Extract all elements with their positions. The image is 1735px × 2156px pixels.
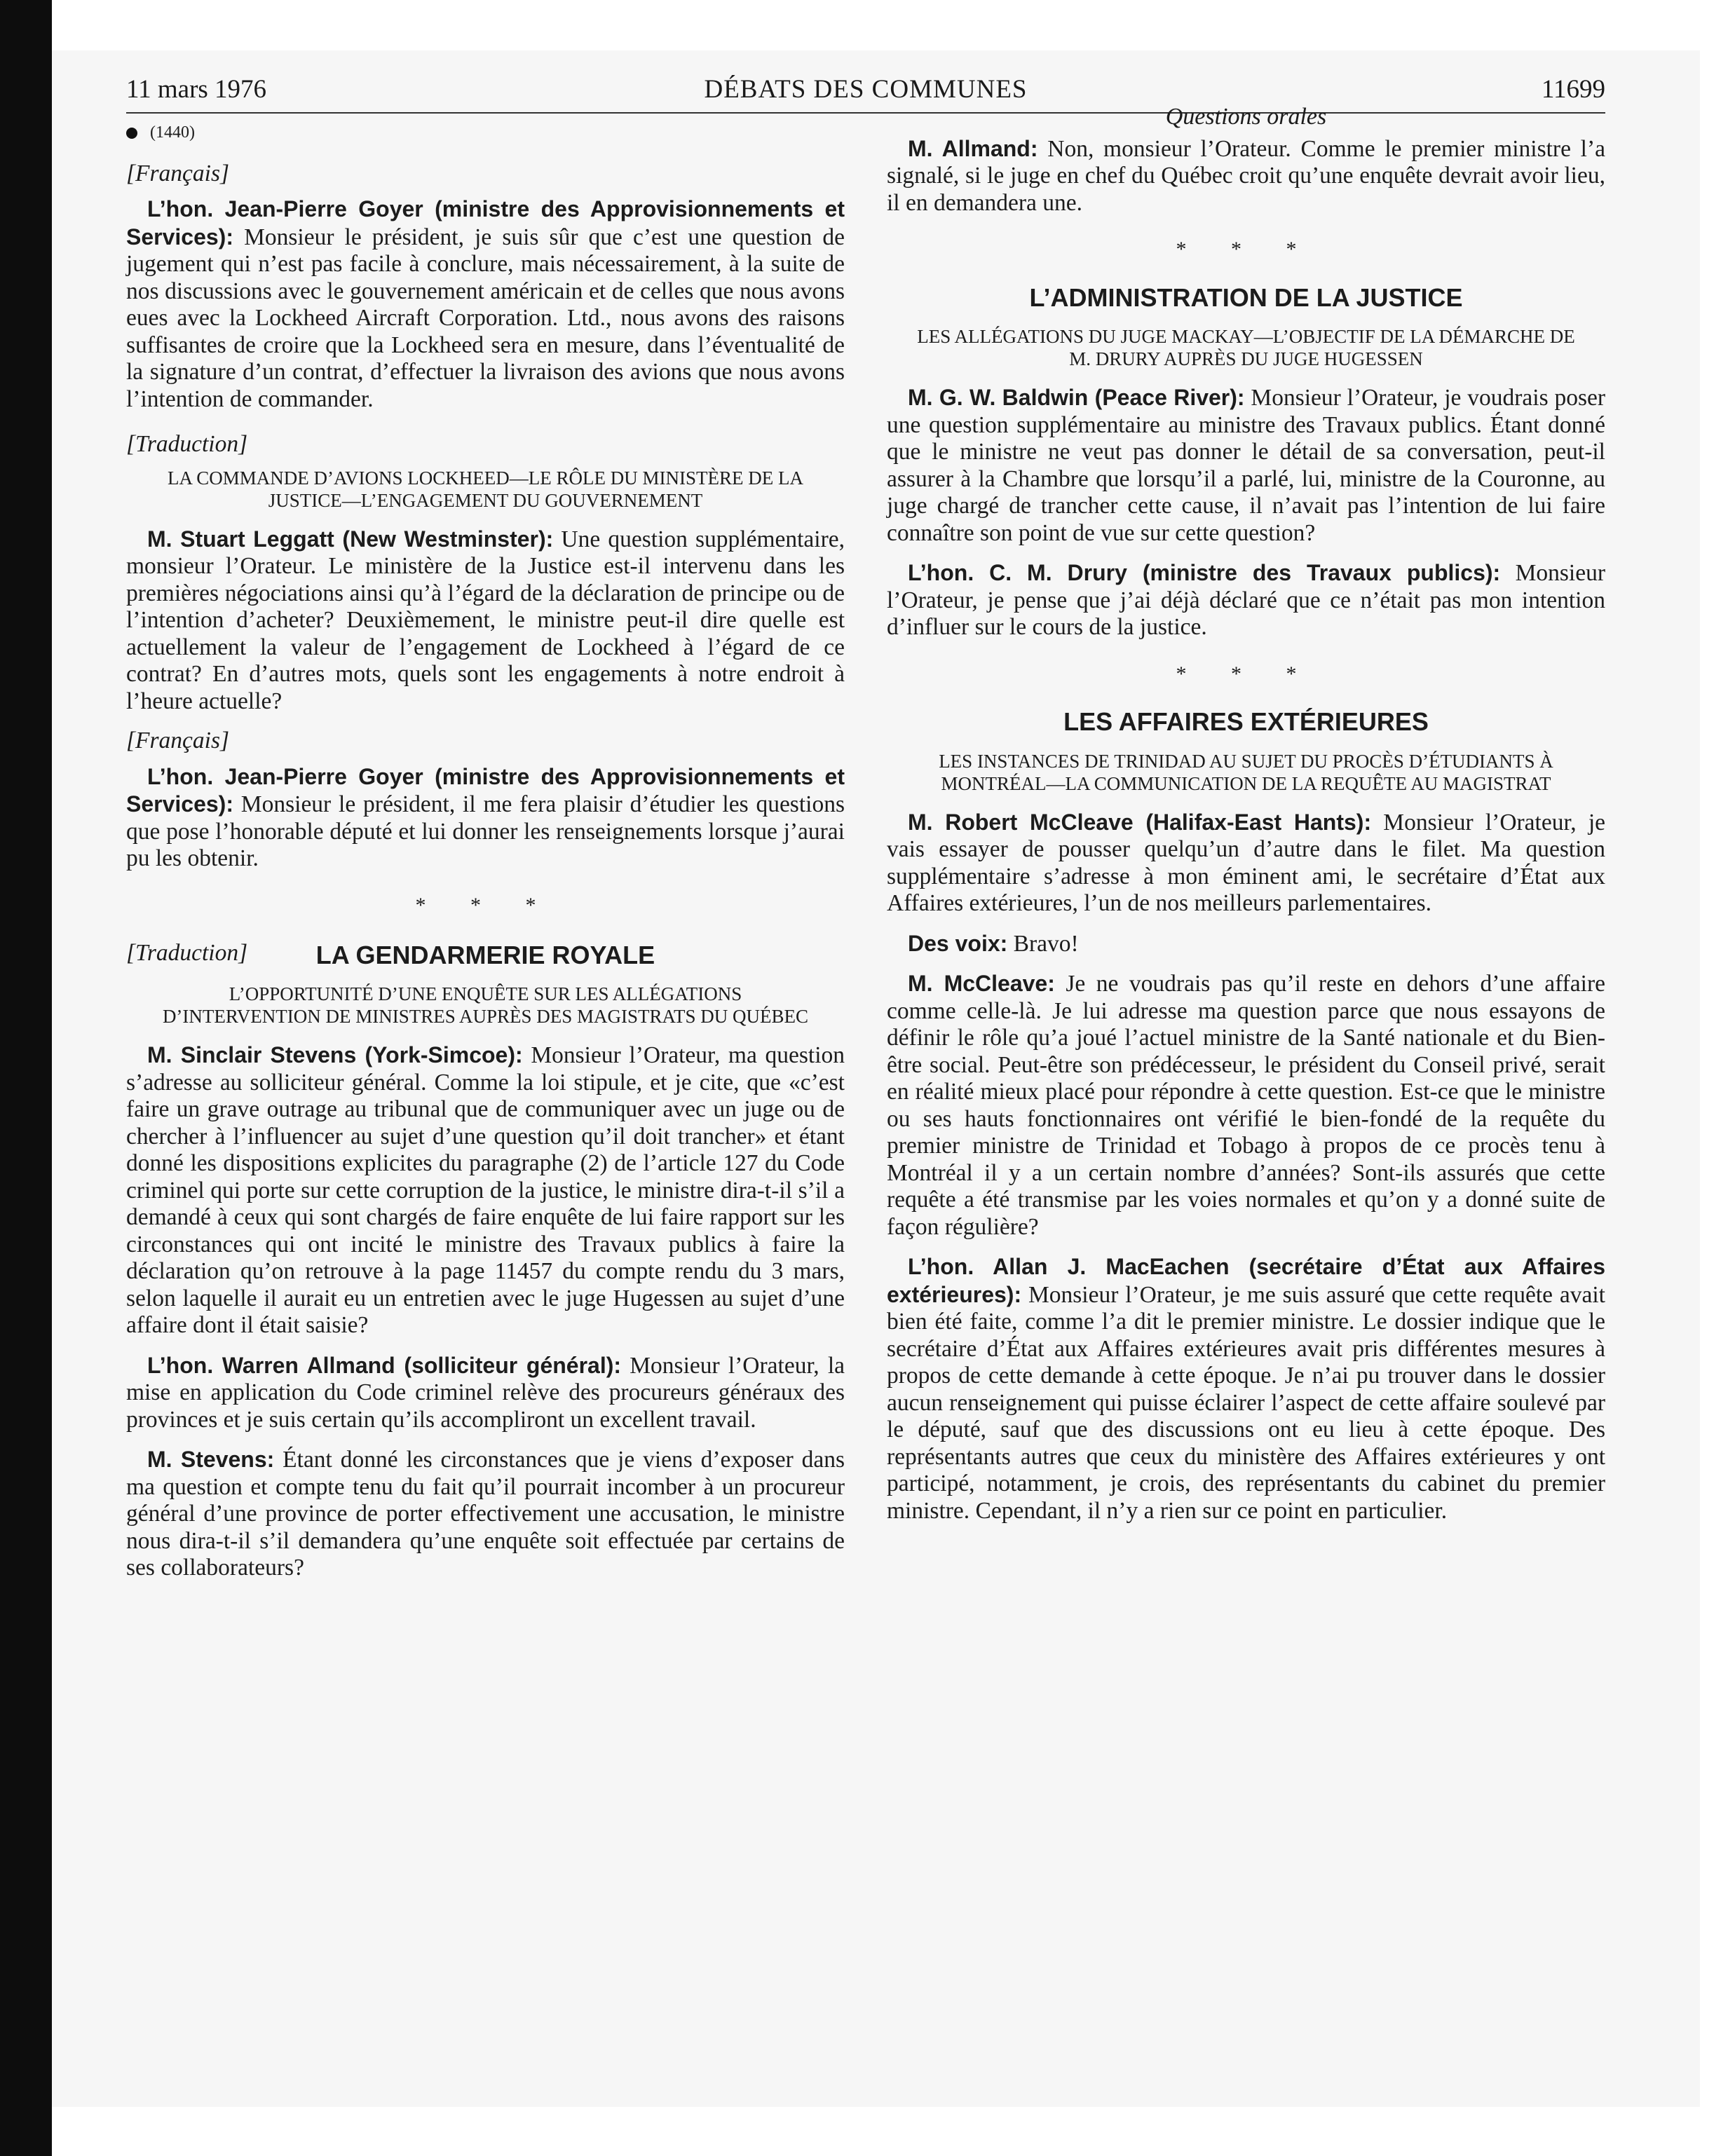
subheading: LES ALLÉGATIONS DU JUGE MACKAY—L’OBJECTIF DE LA DÉMARCHE DE M. DRURY AUPRÈS DU JUGE HUGESSEN xyxy=(917,326,1575,369)
section-heading: LA GENDARMERIE ROYALE xyxy=(315,940,655,969)
speaker-name: M. Stevens: xyxy=(147,1447,275,1472)
language-marker: [Français] xyxy=(126,728,230,753)
speaker-name: M. Sinclair Stevens (York-Simcoe): xyxy=(147,1042,523,1067)
scan-bottom-margin xyxy=(52,2107,1735,2156)
section-separator: * * * xyxy=(1176,662,1316,685)
section-separator: * * * xyxy=(415,893,556,917)
speech-paragraph xyxy=(887,135,1605,217)
left-column xyxy=(126,119,845,1595)
header-page-number: 11699 xyxy=(1541,75,1605,104)
subheading: LA COMMANDE D’AVIONS LOCKHEED—LE RÔLE DU MINISTÈRE DE LA JUSTICE—L’ENGAGEMENT DU GOUVERNEMENT xyxy=(168,467,803,511)
speech-text: Monsieur le président, je suis sûr que c’est une question de jugement qui n’est pas facile à conclure, mais nécessairement, à la suite de nos discussions avec le gouvernement américain et de celles que nous avons eues avec la Lockheed Aircraft Corporation. Ltd., nous avons des raisons suffisantes de croire que la Lockheed sera en mesure, dans l’éventualité de la signature d’un contrat, d’effectuer la livraison des avions que nous avons l’intention de commander. xyxy=(126,224,845,412)
speech-paragraph xyxy=(126,763,845,873)
speech-text: Étant donné les circonstances que je viens d’exposer dans ma question et compte tenu du fait qu’il pourrait incomber à un procureur général d’une province de porter effectivement une accusation, le ministre nous dira-t-il s’il demandera qu’une enquête soit effectuée par certains de ses collaborateurs? xyxy=(126,1447,845,1581)
timestamp xyxy=(126,119,845,146)
speaker-name: M. Allmand: xyxy=(908,135,1038,161)
speech-paragraph xyxy=(887,1253,1605,1524)
subheading: LES INSTANCES DE TRINIDAD AU SUJET DU PROCÈS D’ÉTUDIANTS À MONTRÉAL—LA COMMUNICATION DE LA REQUÊTE AU MAGISTRAT xyxy=(939,750,1553,794)
section-heading: L’ADMINISTRATION DE LA JUSTICE xyxy=(1029,282,1463,312)
speaker-name: M. G. W. Baldwin (Peace River): xyxy=(908,385,1245,410)
speech-text: Je ne voudrais pas qu’il reste en dehors d’une affaire comme celle-là. Je lui adresse ma question parce que nous essayons de définir le rôle qu’a joué l’actuel ministre de la Santé nationale et du Bien-être social. Peut-être son prédécesseur, le président du Conseil privé, serait en réalité mieux placé pour répondre à cette question. Est-ce que le ministre ou ses hauts fonctionnaires ont vérifié le bien-fondé de la requête du premier ministre de Trinidad et Tobago à propos de ce procès tenu à Montréal il y a un certain nombre d’années? Sont-ils assurés que cette requête a été transmise par les voies normales et qu’on y a donné suite de façon régulière? xyxy=(887,971,1605,1240)
right-column xyxy=(887,104,1605,1537)
speech-paragraph xyxy=(908,930,1605,958)
bullet-icon xyxy=(126,128,137,139)
speaker-name: L’hon. Warren Allmand (solliciteur général): xyxy=(147,1352,622,1378)
header-date: 11 mars 1976 xyxy=(126,75,267,104)
scan-right-margin xyxy=(1700,0,1735,2156)
language-marker: [Français] xyxy=(126,160,230,186)
section-separator: * * * xyxy=(1176,238,1316,261)
speaker-name: M. McCleave: xyxy=(908,971,1055,996)
speaker-name: M. Stuart Leggatt (New Westminster): xyxy=(147,526,554,552)
speech-text: Une question supplémentaire, monsieur l’Orateur. Le ministère de la Justice est-il intervenu dans les premières négociations ainsi qu’à l’égard de la déclaration de principe ou de l’intention d’acheter? Deuxièmement, le ministre peut-il dire quelle est actuellement la valeur de l’engagement de Lockheed à l’égard de ce contrat? En d’autres mots, quels sont les engagements à notre endroit à l’heure actuelle? xyxy=(126,526,845,714)
speaker-name: L’hon. Allan J. MacEachen (secrétaire d’État aux Affaires extérieures): xyxy=(887,1254,1605,1307)
header-title: DÉBATS DES COMMUNES xyxy=(704,75,1028,104)
speech-text: Monsieur l’Orateur, ma question s’adresse au solliciteur général. Comme la loi stipule, et je cite, que «c’est faire un grave outrage au tribunal que de communiquer avec un juge ou de chercher à l’influencer au sujet d’une question qu’il doit trancher» et étant donné les dispositions explicites du paragraphe (2) de l’article 127 du Code criminel qui porte sur cette corruption de la justice, le ministre dira-t-il s’il a demandé à ceux qui sont chargés de faire enquête de lui faire rapport sur les circonstances qui ont incité le ministre des Travaux publics à faire la déclaration qu’on retrouve à la page 11457 du compte rendu du 3 mars, selon laquelle il aurait eu un entretien avec le juge Hugessen au sujet d’une affaire dont il était saisie? xyxy=(126,1042,845,1338)
speaker-name: L’hon. Jean-Pierre Goyer (ministre des Approvisionnements et Services): xyxy=(126,196,845,250)
speech-text: Non, monsieur l’Orateur. Comme le premier ministre l’a signalé, si le juge en chef du Québec croit qu’une enquête devrait avoir lieu, il en demandera une. xyxy=(887,135,1606,216)
speaker-name: L’hon. Jean-Pierre Goyer (ministre des Approvisionnements et Services): xyxy=(126,763,845,817)
speaker-name: M. Robert McCleave (Halifax-East Hants): xyxy=(908,809,1372,835)
speech-paragraph xyxy=(887,384,1605,547)
speech-paragraph xyxy=(887,970,1605,1241)
speech-paragraph xyxy=(126,526,845,716)
section-heading: LES AFFAIRES EXTÉRIEURES xyxy=(1063,707,1429,736)
speech-text: Monsieur l’Orateur, je pense que j’ai déjà déclaré que ce n’était pas mon intention d’influer sur le cours de la justice. xyxy=(887,560,1606,640)
scan-binding-edge xyxy=(0,0,52,2156)
speech-text: Monsieur l’Orateur, je vais essayer de pousser quelqu’un d’autre dans le filet. Ma question supplémentaire s’adresse à mon éminent ami, le secrétaire d’État aux Affaires extérieures, l’un de nos meilleurs parlementaires. xyxy=(887,809,1605,916)
speech-paragraph xyxy=(887,559,1605,641)
speaker-name: L’hon. C. M. Drury (ministre des Travaux publics): xyxy=(908,560,1501,585)
speech-paragraph xyxy=(126,1042,845,1339)
running-head: Questions orales xyxy=(1165,104,1327,130)
subheading: L’OPPORTUNITÉ D’UNE ENQUÊTE SUR LES ALLÉGATIONS D’INTERVENTION DE MINISTRES AUPRÈS DES MAGISTRATS DU QUÉBEC xyxy=(162,983,809,1027)
speech-paragraph xyxy=(887,809,1605,917)
language-marker: [Traduction] xyxy=(126,940,248,966)
language-marker: [Traduction] xyxy=(126,431,248,457)
speech-text: Monsieur l’Orateur, je voudrais poser une question supplémentaire au ministre des Travaux publics. Étant donné que le ministre ne veut pas donner le détail de sa conversation, peut-il assurer à la Chambre que lorsqu’il a parlé, lui, ministre de la Couronne, au juge chargé de trancher cette cause, il n’avait pas l’intention de lui faire connaître son point de vue sur cette question? xyxy=(887,385,1606,546)
speech-paragraph xyxy=(126,196,845,413)
speech-text: Bravo! xyxy=(1007,930,1079,957)
speech-text: Monsieur le président, il me fera plaisir d’étudier les questions que pose l’honorable député et lui donner les renseignements lorsque j’aurai pu les obtenir. xyxy=(126,791,845,871)
speech-paragraph xyxy=(126,1446,845,1582)
speech-paragraph xyxy=(126,1352,845,1434)
speech-text: Monsieur l’Orateur, la mise en application du Code criminel relève des procureurs généraux des provinces et je suis certain qu’ils accompliront un excellent travail. xyxy=(126,1352,845,1433)
speaker-name: Des voix: xyxy=(908,930,1008,956)
speech-text: Monsieur l’Orateur, je me suis assuré que cette requête avait bien été faite, comme l’a dit le premier ministre. Le dossier indique que le secrétaire d’État aux Affaires extérieures avait pris différentes mesures à propos de cette demande à cette époque. Je n’ai pu trouver dans le dossier aucun renseignement qui puisse éclairer l’aspect de cette affaire soulevé par le député, sauf que des discussions ont eu lieu à cette époque. Des représentants autres que ceux du ministère des Affaires extérieures y ont participé, notamment, je crois, des représentants du cabinet du premier ministre. Cependant, il n’y a rien sur ce point en particulier. xyxy=(887,1281,1605,1524)
scan-top-margin xyxy=(52,0,1735,50)
timestamp-text: (1440) xyxy=(150,123,195,142)
